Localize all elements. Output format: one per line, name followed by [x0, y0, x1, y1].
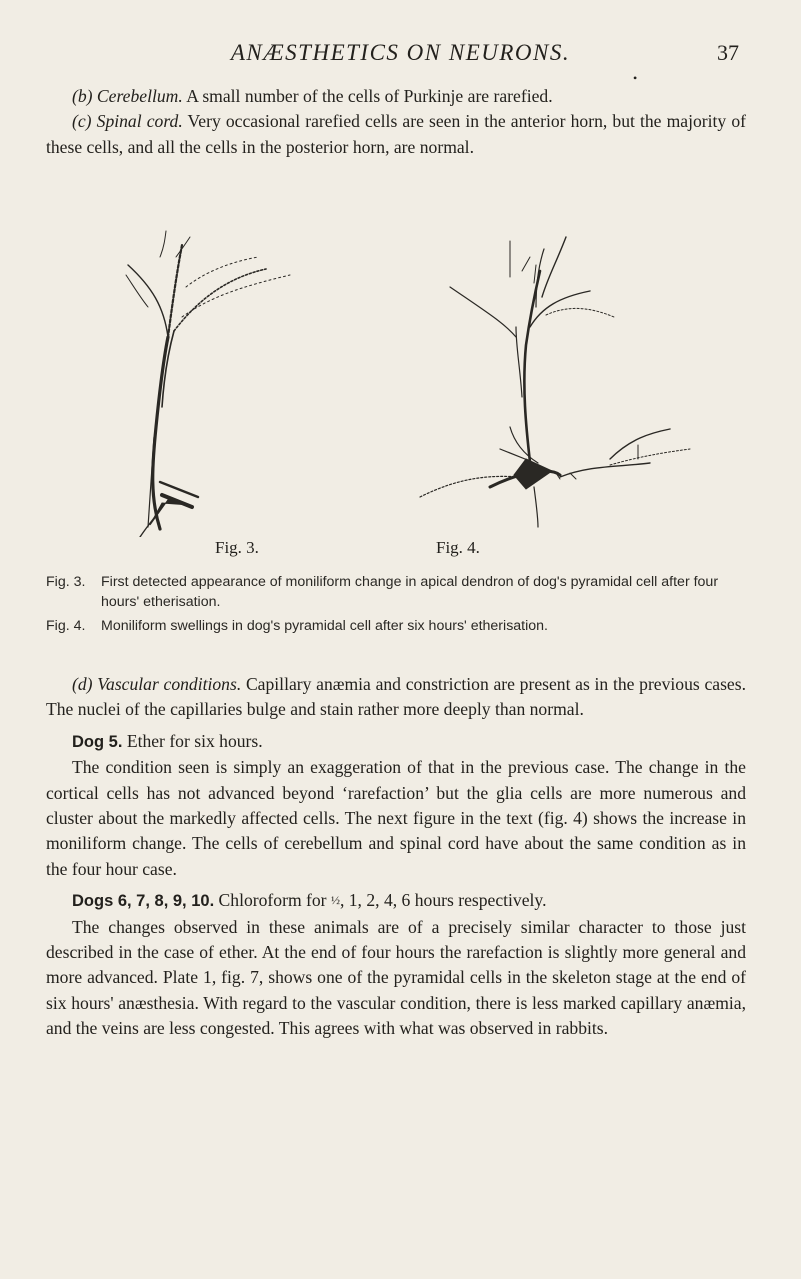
dogs6-heading: Dogs 6, 7, 8, 9, 10.	[72, 892, 215, 911]
section-b-label: (b)	[72, 86, 93, 106]
neuron-drawings	[90, 227, 710, 537]
printer-dot: •	[633, 71, 638, 85]
fig4-neuron-drawing	[420, 237, 690, 527]
section-d-paragraph	[46, 672, 746, 723]
section-c-text: Very occasional rarefied cells are seen in the anterior horn, but the majority of these cells, and all the cells in the posterior horn, are normal.	[46, 111, 746, 157]
dogs6-heading-text-a: Chloroform for	[214, 890, 331, 911]
dogs6-fraction: ½	[330, 893, 340, 908]
section-c-title: Spinal cord.	[96, 111, 183, 132]
page-header	[0, 38, 801, 70]
figure-illustrations	[90, 227, 710, 557]
body-text	[46, 672, 746, 1042]
caption-number: Fig. 4.	[46, 618, 86, 634]
running-head: ANÆSTHETICS ON NEURONS.	[230, 40, 571, 65]
dog5-heading-line	[46, 729, 746, 755]
caption-fig4	[46, 616, 746, 636]
caption-fig3	[46, 572, 746, 612]
figure-captions	[46, 572, 746, 640]
dog5-paragraph: The condition seen is simply an exaggeration of that in the previous case. The change in the cortical cells has not advanced beyond ‘rarefaction’ but the glia cells are more numerous and cluster about the markedly affected cells. The next figure in the text (fig. 4) shows the increase in moniliform change. The cells of cerebellum and spinal cord have about the same condition as in the four hour case.	[46, 757, 746, 879]
dogs6-heading-text-b: , 1, 2, 4, 6 hours respectively.	[339, 890, 547, 911]
section-d-text: Capillary anæmia and constriction are present as in the previous cases. The nuclei of the capillaries bulge and stain rather more deeply than normal.	[46, 674, 746, 720]
fig3-label: Fig. 3.	[215, 538, 259, 557]
dog5-heading-text: Ether for six hours.	[122, 730, 263, 751]
section-c-label: (c)	[72, 111, 92, 132]
section-b-paragraph	[46, 84, 746, 109]
caption-number: Fig. 3.	[46, 574, 86, 590]
page-number: 37	[717, 40, 739, 65]
caption-text: Moniliform swellings in dog's pyramidal cell after six hours' etherisation.	[101, 618, 548, 634]
fig3-neuron-drawing	[126, 231, 290, 537]
dogs6-paragraph: The changes observed in these animals are of a precisely similar character to those just described in the case of ether. At the end of four hours the rarefaction is slightly more general and more advanced. Plate 1, fig. 7, shows one of the pyramidal cells in the skeleton stage at the end of six hours' anæsthesia. With regard to the vascular condition, there is less marked capillary anæmia, and the veins are less congested. This agrees with what was observed in rabbits.	[46, 916, 746, 1039]
section-b-title: Cerebellum.	[96, 86, 183, 106]
dog5-heading: Dog 5.	[72, 732, 123, 751]
fig4-label: Fig. 4.	[436, 538, 480, 557]
dogs6-heading-line	[46, 888, 746, 914]
caption-text: First detected appearance of moniliform change in apical dendron of dog's pyramidal cell after four hours' etherisation.	[101, 574, 719, 610]
section-d-title: Vascular conditions.	[97, 674, 242, 694]
intro-paragraphs	[46, 84, 746, 160]
section-b-text: A small number of the cells of Purkinje are rarefied.	[182, 86, 553, 106]
section-c-paragraph	[46, 109, 746, 160]
section-d-label: (d)	[72, 674, 93, 694]
